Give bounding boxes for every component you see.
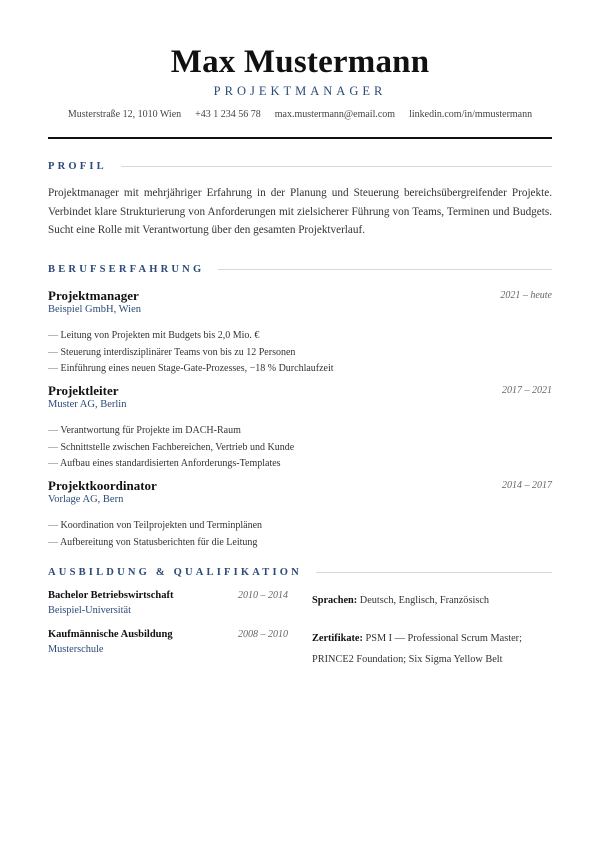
dash-icon: —	[48, 536, 58, 548]
job-bullet: — Schnittstelle zwischen Fachbereichen, Vertrieb und Kunde	[48, 441, 295, 453]
dash-icon: —	[48, 441, 58, 453]
certificates-line1: PSM I — Professional Scrum Master;	[365, 633, 522, 644]
section-profile-heading	[48, 161, 552, 172]
job-bullet: — Aufbereitung von Statusberichten für die Leitung	[48, 536, 258, 548]
job-entry	[48, 383, 552, 473]
job-company: Vorlage AG, Bern	[48, 494, 124, 505]
certificates-label: Zertifikate:	[312, 633, 363, 644]
job-bullet: — Aufbau eines standardisierten Anforderungs-Templates	[48, 458, 281, 469]
education-school: Musterschule	[48, 644, 104, 655]
contact-address: Musterstraße 12, 1010 Wien	[67, 109, 182, 120]
certificates-block	[312, 628, 552, 670]
job-bullets	[48, 328, 552, 378]
dash-icon: —	[48, 346, 58, 358]
job-bullet: — Steuerung interdisziplinärer Teams von bis zu 12 Personen	[48, 346, 296, 358]
job-bullet: — Leitung von Projekten mit Budgets bis 2,0 Mio. €	[48, 330, 260, 341]
languages-block	[312, 590, 552, 611]
section-title: BERUFSERFAHRUNG	[48, 264, 205, 275]
contact-email[interactable]: max.mustermann@email.com	[274, 109, 396, 120]
job-entry	[48, 288, 552, 378]
dash-icon: —	[48, 330, 58, 341]
header-divider	[48, 137, 552, 139]
section-rule	[316, 572, 552, 573]
education-title: Kaufmännische Ausbildung	[48, 629, 173, 640]
dash-icon: —	[48, 425, 58, 436]
section-experience-heading	[48, 264, 552, 275]
job-bullet: — Koordination von Teilprojekten und Terminplänen	[48, 520, 263, 531]
candidate-name: Max Mustermann	[170, 44, 430, 80]
job-dates: 2017 – 2021	[502, 385, 552, 396]
job-title: Projektkoordinator	[48, 478, 157, 493]
job-entry	[48, 478, 552, 551]
candidate-role: PROJEKTMANAGER	[213, 84, 387, 98]
education-dates: 2010 – 2014	[238, 590, 288, 601]
section-rule	[218, 269, 552, 270]
dash-icon: —	[48, 363, 58, 374]
section-title: PROFIL	[48, 161, 107, 172]
contact-linkedin[interactable]: linkedin.com/in/mmustermann	[409, 109, 533, 120]
education-title: Bachelor Betriebswirtschaft	[48, 590, 174, 601]
job-company: Beispiel GmbH, Wien	[48, 304, 141, 315]
languages-label: Sprachen:	[312, 595, 358, 606]
job-title: Projektmanager	[48, 288, 139, 303]
job-bullets	[48, 423, 552, 473]
certificates-line2: PRINCE2 Foundation; Six Sigma Yellow Belt	[312, 654, 503, 665]
section-title: AUSBILDUNG & QUALIFIKATION	[48, 567, 302, 578]
dash-icon: —	[48, 520, 58, 531]
job-bullet: — Einführung eines neuen Stage-Gate-Prozesses, −18 % Durchlaufzeit	[48, 363, 334, 374]
job-dates: 2021 – heute	[500, 290, 552, 301]
contact-bar	[48, 109, 552, 120]
section-education-heading	[48, 567, 552, 578]
job-title: Projektleiter	[48, 383, 119, 398]
job-company: Muster AG, Berlin	[48, 399, 127, 410]
education-dates: 2008 – 2010	[238, 629, 288, 640]
languages-value: Deutsch, Englisch, Französisch	[359, 595, 490, 606]
job-bullets	[48, 518, 552, 551]
section-rule	[121, 166, 552, 167]
contact-phone: +43 1 234 56 78	[195, 109, 261, 120]
job-dates: 2014 – 2017	[502, 480, 552, 491]
dash-icon: —	[48, 458, 58, 469]
education-school: Beispiel-Universität	[48, 605, 131, 616]
profile-text: Projektmanager mit mehrjähriger Erfahrung in der Planung und Steuerung bereichsübergreifender Projekte. Verbindet klare Strukturierung von Anforderungen mit zielsicherer Führung von Teams, Terminen und Budgets. Sucht eine Rolle mit Verantwortung über den gesamten Projektverlauf.	[48, 187, 552, 236]
job-bullet: — Verantwortung für Projekte im DACH-Raum	[48, 425, 241, 436]
